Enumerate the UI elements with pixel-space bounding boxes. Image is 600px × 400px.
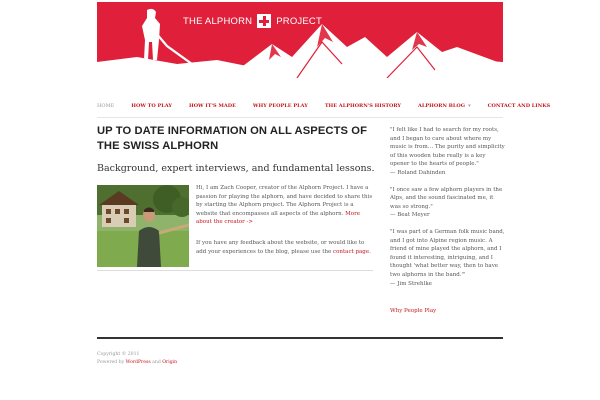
more-about-creator-link[interactable]: More about the creator -> [196, 210, 360, 226]
nav-item-contact-and-links[interactable]: CONTACT AND LINKS [487, 103, 551, 109]
quote [390, 186, 505, 220]
creator-photo [97, 185, 189, 267]
intro-paragraph [196, 184, 376, 227]
site-title[interactable] [183, 12, 322, 30]
quote-text: "I felt like I had to search for my roots, and I began to care about where my music is from… The purity and simplicity of this wooden tube really is a key opener to the hearts of people." [390, 127, 505, 168]
quote-author: — Beat Meyer [390, 212, 430, 219]
copyright-text: Copyright © 2011 [97, 352, 140, 357]
intro-text: Hi, I am Zach Cooper, creator of the Alphorn Project. I have a passion for playing the alphorn, and have decided to share this by starting the Alphorn project. The Alphorn Project is a website that encompasses all aspects of the alphorn. [196, 185, 373, 217]
nav-item-how-to-play[interactable]: HOW TO PLAY [131, 103, 172, 109]
wordpress-link[interactable]: WordPress [125, 360, 151, 365]
nav-item-alphorn-history[interactable]: THE ALPHORN'S HISTORY [324, 103, 401, 109]
footer [97, 351, 177, 367]
quote-text: "I once saw a few alphorn players in the Alps, and the sound fascinated me, it was so strong." [390, 186, 503, 210]
site-title-right: PROJECT [276, 15, 322, 27]
quote-author: — Jim Strehlke [390, 280, 432, 287]
nav-item-alphorn-blog-label: ALPHORN BLOG [417, 103, 466, 109]
origin-link[interactable]: Origin [162, 360, 178, 365]
nav-item-home[interactable]: HOME [97, 103, 115, 109]
feedback-text: If you have any feedback about the website, or would like to add your experiences to the blog, please use the [196, 240, 365, 255]
quote [390, 126, 505, 178]
feedback-paragraph [196, 239, 376, 256]
powered-by-line [97, 359, 177, 367]
quote-text: "I was part of a German folk music band, and I got into Alpine region music. A friend of mine played the alphorn, and I found it interesting, intriguing, and I thought 'what better way, then to have two alphorns in the band.'" [390, 228, 505, 278]
powered-by-prefix: Powered by [97, 360, 125, 365]
quote [390, 228, 505, 288]
main-nav [97, 101, 551, 118]
content-divider [97, 270, 373, 271]
sidebar-quotes [390, 126, 505, 296]
header-banner[interactable] [97, 2, 503, 78]
chevron-down-icon: ▾ [468, 103, 471, 109]
nav-item-alphorn-blog[interactable] [418, 101, 471, 111]
feedback-end: . [369, 248, 371, 255]
contact-page-link[interactable]: contact page [333, 248, 370, 255]
quote-author: — Roland Dahinden [390, 169, 446, 176]
page-subtitle: Background, expert interviews, and fundamental lessons. [97, 163, 375, 174]
site-title-left: THE ALPHORN [183, 15, 253, 27]
swiss-cross-icon [257, 14, 271, 28]
page-title: UP TO DATE INFORMATION ON ALL ASPECTS OF THE SWISS ALPHORN [97, 125, 368, 152]
footer-divider [97, 337, 503, 339]
nav-item-how-its-made[interactable]: HOW IT'S MADE [188, 103, 236, 109]
nav-item-why-people-play[interactable]: WHY PEOPLE PLAY [252, 103, 308, 109]
powered-by-and: and [152, 360, 161, 365]
why-people-play-link[interactable]: Why People Play [390, 308, 437, 314]
